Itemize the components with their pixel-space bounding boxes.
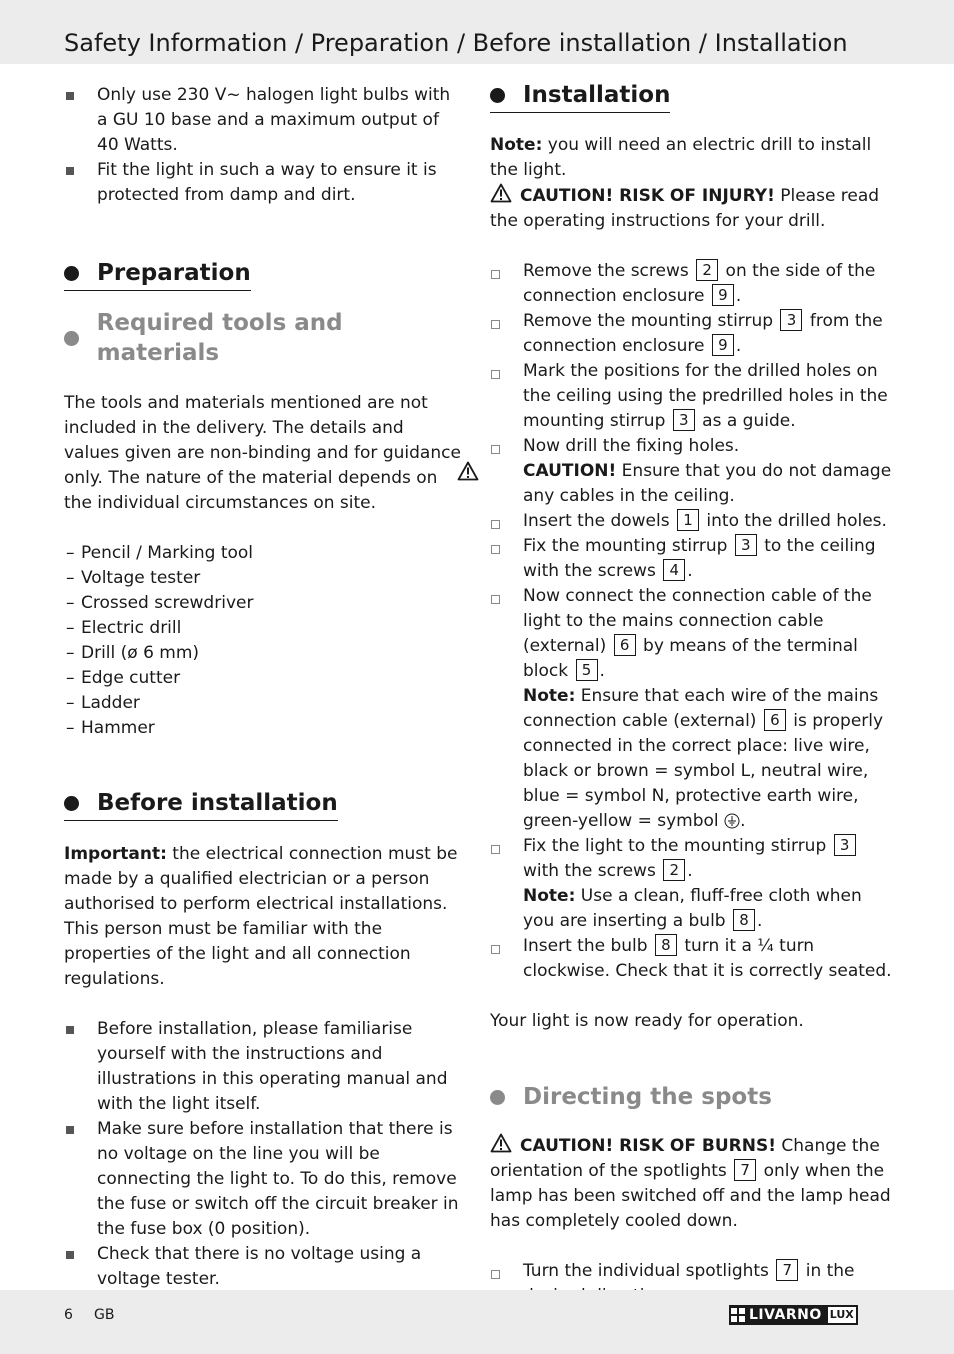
part-number: 6 [764, 709, 786, 731]
before-installation-heading: Before installation [64, 788, 338, 821]
list-item: Fit the light in such a way to ensure it is protected from damp and dirt. [64, 158, 464, 208]
ready-text: Your light is now ready for operation. [490, 1011, 804, 1031]
part-number: 3 [780, 309, 802, 331]
important-paragraph: Important: the electrical connection must be made by a qualified electrician or a person authorised to perform electrical installations. This person must be familiar with the properties of the light and all connection regulations. [64, 844, 458, 989]
tools-text: The tools and materials mentioned are not included in the delivery. The details and values given are non-binding and for guidance only. The nature of the material depends on the individual circumstances on site. [64, 393, 461, 513]
warning-icon [457, 461, 479, 481]
note-paragraph: Note: you will need an electric drill to install the light. [490, 135, 872, 180]
list-item: Now drill the fixing holes. [490, 434, 892, 459]
tools-heading: Required tools and materials [64, 308, 464, 368]
list-item: Now connect the connection cable of the light to the mains connection cable (external) 6 by means of the terminal block 5 . Note: Ensure that each wire of the mains connection cable (external) 6 is properly connected in the correct place: live wire, black or brown = symbol L, neutral wire, blue = symbol N, protective earth wire, green-yellow = symbol . [490, 584, 892, 834]
part-number: 5 [576, 659, 598, 681]
list-item: – Crossed screwdriver [64, 591, 464, 616]
part-number: 3 [735, 534, 757, 556]
list-item: – Edge cutter [64, 666, 464, 691]
part-number: 2 [663, 859, 685, 881]
list-item: – Voltage tester [64, 566, 464, 591]
logo-mark-icon [731, 1308, 745, 1322]
list-item: Make sure before installation that there is no voltage on the line you will be connecting the light to. To do this, remove the fuse or switch off the circuit breaker in the fuse box (0 position). [64, 1117, 464, 1242]
list-item: Check that there is no voltage using a voltage tester. [64, 1242, 464, 1292]
list-item: Fix the mounting stirrup 3 to the ceiling with the screws 4 . [490, 534, 892, 584]
bullet-dot-icon [490, 88, 505, 103]
directing-heading: Directing the spots [490, 1082, 892, 1112]
installation-heading: Installation [490, 80, 670, 113]
list-item: – Drill (ø 6 mm) [64, 641, 464, 666]
caution-cables: CAUTION! Ensure that you do not damage any cables in the ceiling. [490, 459, 892, 509]
part-number: 3 [673, 409, 695, 431]
language-code: GB [94, 1307, 115, 1323]
list-item: Mark the positions for the drilled holes on the ceiling using the predrilled holes in the mounting stirrup 3 as a guide. [490, 359, 892, 434]
brand-logo: LIVARNO LUX [729, 1305, 858, 1325]
list-item: Fix the light to the mounting stirrup 3 with the screws 2 . Note: Use a clean, fluff-free cloth when you are inserting a bulb 8 . [490, 834, 892, 934]
list-item: Remove the screws 2 on the side of the connection enclosure 9 . [490, 259, 892, 309]
list-item: Before installation, please familiarise yourself with the instructions and illustrations in this operating manual and with the light itself. [64, 1017, 464, 1117]
warning-icon [490, 1133, 512, 1153]
part-number: 2 [696, 259, 718, 281]
bullet-dot-icon [490, 1090, 505, 1105]
list-item: – Electric drill [64, 616, 464, 641]
tools-list [64, 541, 464, 741]
list-item: – Hammer [64, 716, 464, 741]
list-item: Turn the individual spotlights 7 in the [490, 1259, 892, 1309]
list-item: – Pencil / Marking tool [64, 541, 464, 566]
list-item: – Ladder [64, 691, 464, 716]
page-number: 6 [64, 1307, 73, 1323]
part-number: 7 [734, 1159, 756, 1181]
caution-injury-paragraph: CAUTION! RISK OF INJURY! Please read the operating instructions for your drill. [490, 183, 892, 234]
list-item: Insert the bulb 8 turn it a ¼ turn clockwise. Check that it is correctly seated. [490, 934, 892, 984]
bullet-dot-icon [64, 266, 79, 281]
list-item: Insert the dowels 1 into the drilled holes. [490, 509, 892, 534]
installation-steps-continued [490, 509, 892, 984]
page-title: Safety Information / Preparation / Before installation / Installation [64, 29, 848, 57]
part-number: 9 [712, 334, 734, 356]
list-item: Remove the mounting stirrup 3 from the connection enclosure 9 . [490, 309, 892, 359]
part-number: 8 [733, 909, 755, 931]
preparation-heading: Preparation [64, 258, 251, 291]
part-number: 3 [834, 834, 856, 856]
right-column [490, 80, 892, 1309]
list-item: Only use 230 V~ halogen light bulbs with a GU 10 base and a maximum output of 40 Watts. [64, 83, 464, 158]
safety-list [64, 83, 464, 208]
before-installation-list [64, 1017, 464, 1292]
part-number: 9 [712, 284, 734, 306]
earth-symbol-icon [724, 813, 740, 829]
bullet-dot-icon [64, 796, 79, 811]
caution-burns-paragraph: CAUTION! RISK OF BURNS! Change the orientation of the spotlights 7 only when the lamp has been switched off and the lamp head has completely cooled down. [490, 1133, 892, 1234]
part-number: 1 [677, 509, 699, 531]
bullet-dot-icon [64, 331, 79, 346]
left-column [64, 80, 464, 1292]
part-number: 6 [614, 634, 636, 656]
part-number: 8 [655, 934, 677, 956]
warning-icon [490, 183, 512, 203]
part-number: 4 [663, 559, 685, 581]
part-number: 7 [776, 1259, 798, 1281]
installation-steps [490, 259, 892, 459]
